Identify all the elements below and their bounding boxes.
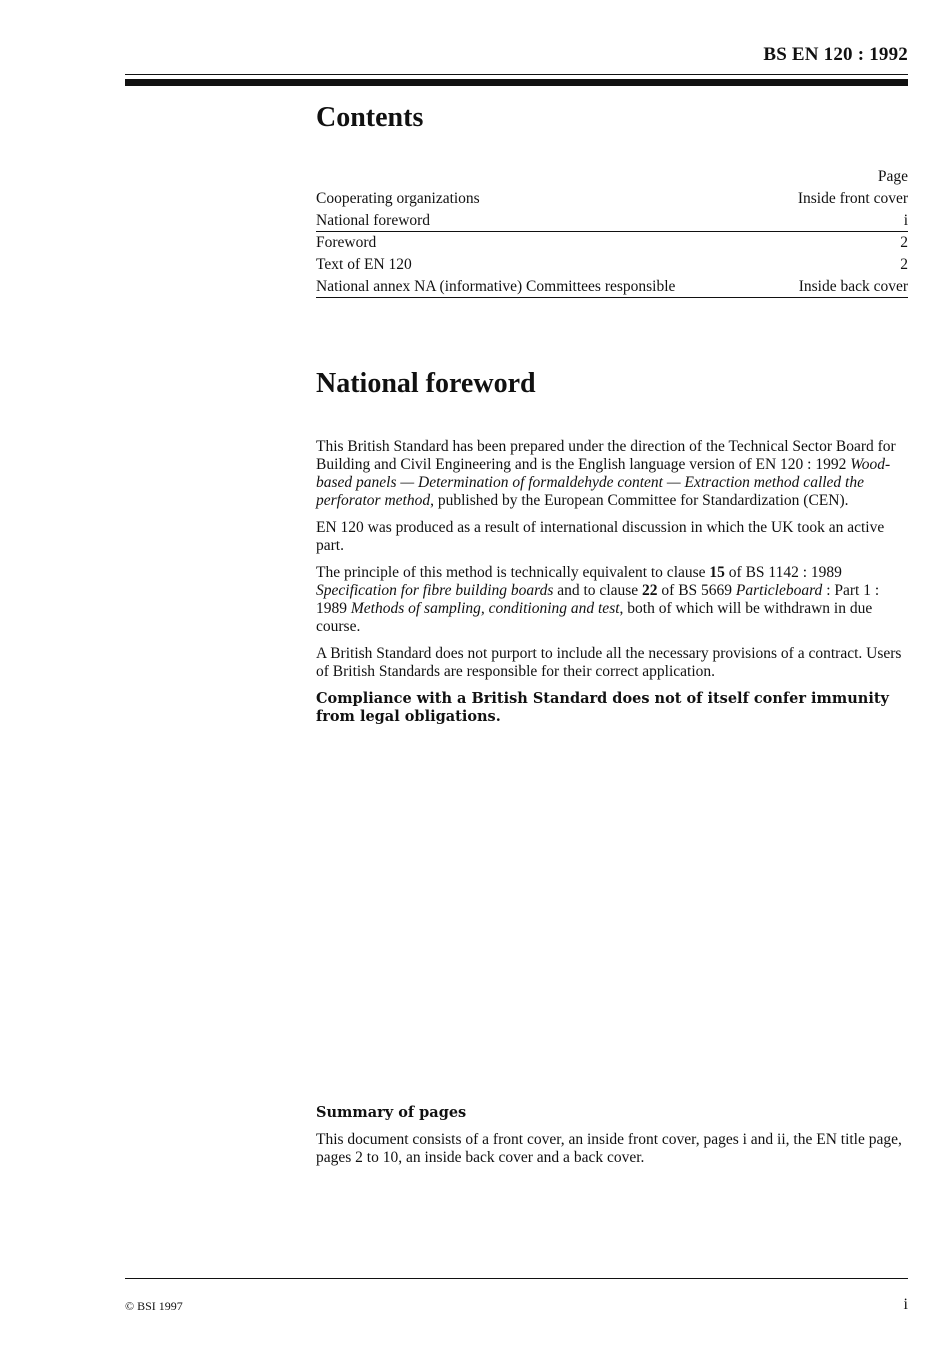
toc-row-page: Inside front cover (797, 190, 908, 207)
national-foreword-heading: National foreword (316, 368, 536, 399)
text-run: : Part 1 : 1989 (316, 582, 880, 617)
toc-row-page: 2 (900, 256, 908, 273)
toc-page-column-label: Page (877, 168, 908, 185)
standard-title-italic: Specification for fibre building boards (316, 582, 554, 599)
document-title: BS EN 120 : 1992 (763, 44, 908, 65)
foreword-paragraph-1 (316, 438, 908, 510)
footer-page-number: i (903, 1296, 908, 1313)
toc-row-page: Inside back cover (798, 278, 908, 295)
text-run: and to clause (553, 582, 643, 599)
foreword-paragraph-4: A British Standard does not purport to include all the necessary provisions of a contract. Users of British Standards are responsible for their correct application. (316, 645, 902, 680)
table-of-contents (316, 166, 908, 298)
toc-row-label: Text of EN 120 (316, 256, 412, 273)
toc-row (316, 188, 908, 210)
toc-row-page: i (903, 212, 908, 229)
national-foreword-body (316, 438, 908, 735)
standard-title-italic: Particleboard (735, 582, 823, 599)
text-run: The principle of this method is technically equivalent to clause (316, 564, 710, 581)
text-run: This British Standard has been prepared under the direction of the Technical Sector Board for Building and Civil Engineering and is the English language version of EN 120 : 1992 (316, 438, 896, 473)
footer-rule (125, 1278, 908, 1279)
toc-row-page: 2 (900, 234, 908, 251)
foreword-paragraph-3 (316, 564, 908, 636)
national-foreword-section (316, 368, 908, 400)
standard-title-italic: Wood-based panels — Determination of formaldehyde content — Extraction method called the perforator method (316, 456, 891, 509)
clause-number: 22 (642, 582, 658, 599)
toc-row (316, 276, 908, 298)
standard-title-italic: Methods of sampling, conditioning and test (350, 600, 620, 617)
text-run: , published by the European Committee for Standardization (CEN). (430, 492, 849, 509)
toc-row-label: Foreword (316, 234, 377, 251)
text-run: of BS 5669 (657, 582, 736, 599)
summary-text: This document consists of a front cover, an inside front cover, pages i and ii, the EN title page, pages 2 to 10, an inside back cover and a back cover. (316, 1131, 902, 1166)
toc-row-label: National annex NA (informative) Committees responsible (316, 278, 676, 295)
toc-row (316, 210, 908, 232)
foreword-paragraph-2: EN 120 was produced as a result of international discussion in which the UK took an active part. (316, 519, 885, 554)
summary-title: Summary of pages (316, 1104, 467, 1121)
toc-row (316, 232, 908, 254)
text-run: , both of which will be withdrawn in due course. (316, 600, 873, 635)
footer-copyright: © BSI 1997 (125, 1299, 183, 1313)
toc-row (316, 254, 908, 276)
contents-heading: Contents (316, 102, 424, 133)
header-rule-thin (125, 74, 908, 75)
text-run: of BS 1142 : 1989 (724, 564, 842, 581)
toc-row-label: Cooperating organizations (316, 190, 480, 207)
contents-section (316, 102, 908, 134)
toc-row-label: National foreword (316, 212, 431, 229)
header-rule-thick (125, 79, 908, 86)
summary-of-pages (316, 1104, 908, 1167)
clause-number: 15 (709, 564, 725, 581)
compliance-statement: Compliance with a British Standard does not of itself confer immunity from legal obligations. (316, 690, 889, 725)
